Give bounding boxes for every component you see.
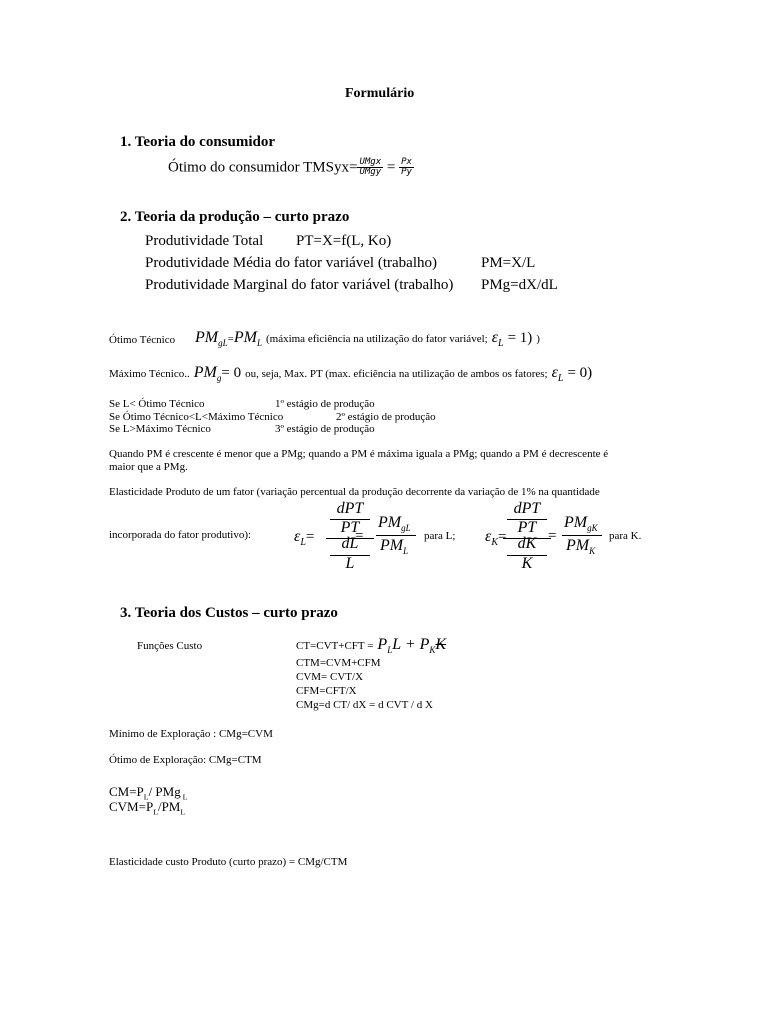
gl-subscript: gL xyxy=(218,338,228,349)
equals-sign: = xyxy=(227,333,234,345)
elasticidade-line-2: incorporada do fator produtivo): xyxy=(109,529,252,541)
row-label-marginal: Produtividade Marginal do fator variável (trabalho) xyxy=(145,277,454,293)
pm-symbol: PM xyxy=(564,514,588,531)
elasticity-l-dpt: dPT xyxy=(336,500,364,517)
epsilon-symbol: ε xyxy=(294,528,301,545)
numerator-px: Px xyxy=(401,157,412,167)
section-1-heading: 1. Teoria do consumidor xyxy=(120,134,276,150)
k-subscript: K xyxy=(589,546,596,557)
cm-text: CM=P xyxy=(109,784,144,799)
elasticity-k-pmk xyxy=(566,537,595,556)
formula-cfm: CFM=CFT/X xyxy=(296,685,357,697)
quando-line-2: maior que a PMg. xyxy=(109,461,188,473)
l-subscript: L xyxy=(143,792,149,802)
epsilon-symbol: ε xyxy=(485,528,492,545)
epsilon-k-subscript: K xyxy=(491,537,498,549)
elasticity-k-dpt: dPT xyxy=(513,500,541,517)
elasticity-l-pml xyxy=(380,537,408,556)
elasticity-l-dl: dL xyxy=(341,535,359,552)
otimo-tecnico-formula xyxy=(195,329,540,349)
equals-sign: = xyxy=(305,529,315,545)
equals-zero: = 0 xyxy=(221,365,242,381)
elasticity-l-pt: PT xyxy=(340,519,360,536)
elasticidade-line-1: Elasticidade Produto de um fator (variação percentual da produção decorrente da variação de 1% na quantidade xyxy=(109,486,600,498)
row-label-total: Produtividade Total xyxy=(145,233,264,249)
maximo-tecnico xyxy=(109,364,592,384)
maximo-tecnico-text: ou, seja, Max. PT (max. eficiência na utilização de ambos os fatores; xyxy=(245,368,548,380)
equals-sign: = xyxy=(548,528,557,544)
estagio-stage-3: 3º estágio de produção xyxy=(275,423,375,435)
row-formula-marginal: PMg=dX/dL xyxy=(481,277,558,293)
para-k-label: para K. xyxy=(609,530,642,542)
pm-symbol: PM xyxy=(195,329,219,346)
estagio-stage-2: 2º estágio de produção xyxy=(336,411,436,423)
epsilon-l-subscript: L xyxy=(498,338,504,350)
l-subscript: L xyxy=(256,338,262,349)
pm-symbol: PM xyxy=(378,514,402,531)
p-symbol: P xyxy=(377,636,388,653)
estagio-cond-1: Se L< Ótimo Técnico xyxy=(109,398,205,410)
fraction-bar xyxy=(562,535,602,536)
epsilon-value: = 0) xyxy=(567,365,593,381)
elasticity-k-pmg xyxy=(564,514,598,533)
epsilon-symbol: ε xyxy=(551,364,558,381)
pm-symbol: PM xyxy=(193,364,217,381)
g-subscript: g xyxy=(216,373,222,384)
l-subscript: L xyxy=(387,645,393,656)
equals-sign: = xyxy=(497,529,507,545)
elasticity-k-dk: dK xyxy=(517,535,537,552)
elasticidade-custo: Elasticidade custo Produto (curto prazo) = CMg/CTM xyxy=(109,856,348,868)
formula-cmg: CMg=d CT/ dX = d CVT / d X xyxy=(296,699,433,711)
elasticity-k-k: K xyxy=(521,555,533,572)
k-symbol: K xyxy=(435,636,447,653)
cvm-text: CVM=P xyxy=(109,799,154,814)
epsilon-l-subscript: L xyxy=(557,373,564,385)
estagio-cond-2: Se Ótimo Técnico<L<Máximo Técnico xyxy=(109,411,284,423)
formula-cvm: CVM= CVT/X xyxy=(296,671,364,683)
formula-ctm: CTM=CVM+CFM xyxy=(296,657,381,669)
l-subscript: L xyxy=(153,807,158,817)
row-label-media: Produtividade Média do fator variável (trabalho) xyxy=(145,255,437,271)
consumer-optimum xyxy=(168,158,414,178)
fraction-bar xyxy=(376,535,416,536)
epsilon-symbol: ε xyxy=(491,329,498,346)
row-formula-media: PM=X/L xyxy=(481,255,536,271)
l-subscript: L xyxy=(403,546,409,557)
elasticity-k-pt: PT xyxy=(517,519,537,536)
consumer-optimum-label: Ótimo do consumidor TMSyx= xyxy=(168,159,358,176)
epsilon-value: = 1) xyxy=(507,330,533,346)
k-subscript: K xyxy=(429,645,436,656)
pl-l-plus-p: L + P xyxy=(392,636,430,653)
cm-text-2: / PMg xyxy=(148,784,181,799)
equals-sign: = xyxy=(355,528,364,544)
otimo-exploracao: Ótimo de Exploração: CMg=CTM xyxy=(109,754,262,766)
estagio-stage-1: 1º estágio de produção xyxy=(275,398,375,410)
cvm-formula xyxy=(109,799,185,817)
ct-text: CT=CVT+CFT = xyxy=(296,640,374,652)
ct-formula xyxy=(296,636,446,655)
denominator-umgy: UMgy xyxy=(359,167,382,178)
estagio-cond-3: Se L>Máximo Técnico xyxy=(109,423,211,435)
para-l-label: para L; xyxy=(424,530,456,542)
quando-line-1: Quando PM é crescente é menor que a PMg; quando a PM é máxima iguala a PMg; quando a PM é decrescente é xyxy=(109,448,609,460)
gl-subscript: gL xyxy=(401,523,411,534)
maximo-tecnico-label: Máximo Técnico.. xyxy=(109,368,190,380)
numerator-umgx: UMgx xyxy=(359,157,382,167)
page-title: Formulário xyxy=(345,86,415,101)
fraction-price xyxy=(399,158,414,178)
row-formula-total: PT=X=f(L, Ko) xyxy=(296,233,392,249)
minimo-exploracao: Mínimo de Exploração : CMg=CVM xyxy=(109,728,273,740)
otimo-tecnico-label: Ótimo Técnico xyxy=(109,334,176,346)
fraction-umg xyxy=(357,158,383,178)
pm-symbol-2: PM xyxy=(380,537,404,554)
l-subscript-2: L xyxy=(180,807,186,817)
gk-subscript: gK xyxy=(587,523,598,534)
denominator-py: Py xyxy=(401,167,412,178)
funcoes-custo-label: Funções Custo xyxy=(137,640,203,652)
pm-symbol-2: PM xyxy=(566,537,590,554)
l-subscript-2: L xyxy=(180,792,188,802)
cvm-text-2: /PM xyxy=(157,799,181,814)
elasticity-l-lhs xyxy=(294,528,314,548)
close-paren: ) xyxy=(536,333,540,345)
equals-sign: = xyxy=(386,159,396,176)
pm-symbol-2: PM xyxy=(233,329,257,346)
elasticity-l-pmg xyxy=(378,514,411,533)
otimo-tecnico-text: (máxima eficiência na utilização do fator variável; xyxy=(265,333,488,345)
elasticity-l-l: L xyxy=(345,555,355,572)
section-3-heading: 3. Teoria dos Custos – curto prazo xyxy=(120,605,338,621)
epsilon-l-subscript: L xyxy=(300,537,306,549)
section-2-heading: 2. Teoria da produção – curto prazo xyxy=(120,209,350,225)
